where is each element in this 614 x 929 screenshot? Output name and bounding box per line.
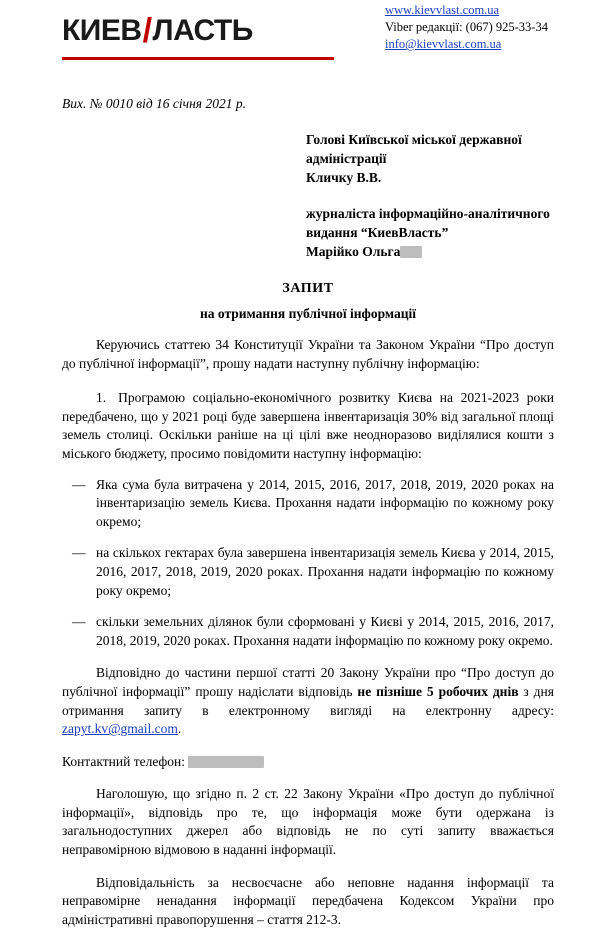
numbered-item-1 xyxy=(62,389,554,463)
paragraph-liability: Відповідальність за несвоєчасне або неповне надання інформації та неправомірне ненадання інформації передбачена Кодексом України про адміністративні правопорушення – стаття 212-3. xyxy=(62,874,554,927)
logo-text-part1: КИЕВ xyxy=(62,14,142,47)
author-line-1: журналіста інформаційно-аналітичного видання “КиевВласть” xyxy=(306,206,550,240)
contact-phone-label: Контактний телефон: xyxy=(62,753,189,769)
logo-underline-rule xyxy=(62,57,334,60)
list-item-text: Яка сума була витрачена у 2014, 2015, 2016, 2017, 2018, 2019, 2020 роках на інвентаризацію земель Києва. Прохання надати інформацію по кожному року окремо; xyxy=(96,476,554,529)
header-contacts xyxy=(385,2,548,53)
list-item xyxy=(62,544,554,600)
paragraph-contact-phone xyxy=(62,753,554,772)
site-url-link[interactable]: www.kievvlast.com.ua xyxy=(385,3,500,17)
list-item-text: скільки земельних ділянок були сформовані у Києві у 2014, 2015, 2016, 2017, 2018, 2019, 2020 роках. Прохання надати інформацію по кожному року окремо. xyxy=(96,614,554,648)
item-text: Програмою соціально-економічного розвитку Києва на 2021-2023 роки передбачено, що у 2021 році буде завершена інвентаризація 30% від загальної площі земель столиці. Оскільки раніше на ці цілі вже неодноразово виділялися кошти з міського бюджету, просимо повідомити наступну інформацію: xyxy=(62,390,554,461)
author-name: Марійко Ольга xyxy=(306,244,401,259)
deadline-bold: не пізніше 5 робочих днів xyxy=(357,683,519,699)
item-number: 1. xyxy=(96,390,107,406)
deadline-text-a: Відповідно до частини першої статті 20 Закону України про “Про доступ до публічної інформації” прошу надіслати відповідь xyxy=(62,665,554,699)
addressee-line-2: Кличку В.В. xyxy=(306,170,382,185)
request-bullet-list xyxy=(62,476,554,651)
author-line-2 xyxy=(306,242,556,261)
list-item-text: на скількох гектарах була завершена інвентаризація земель Києва у 2014, 2015, 2016, 2017, 2018, 2019, 2020 роках. Прохання надати інформацію по кожному року окремо; xyxy=(96,545,554,598)
document-body xyxy=(62,96,554,929)
paragraph-notice: Наголошую, що згідно п. 2 ст. 22 Закону України «Про доступ до публічної інформації», відповідь про те, що інформація може бути одержана із загальнодоступних джерел або відповідь не по суті запиту вважається неправомірною відмовою в наданні інформації. xyxy=(62,786,554,858)
document-header xyxy=(0,0,614,62)
deadline-text-end: . xyxy=(177,721,182,737)
logo-slash: / xyxy=(142,12,152,50)
reply-email-link[interactable]: zapyt.kv@gmail.com xyxy=(62,721,178,737)
site-logo xyxy=(62,10,253,49)
dash-marker: — xyxy=(72,545,86,561)
email-link[interactable]: info@kievvlast.com.ua xyxy=(385,37,502,51)
viber-contact-text: Viber редакції: (067) 925-33-34 xyxy=(385,20,548,34)
paragraph-deadline xyxy=(62,664,554,738)
addressee-line-1: Голові Київської міської державної адміністрації xyxy=(306,132,522,166)
list-item xyxy=(62,476,554,532)
list-item xyxy=(62,613,554,650)
redacted-phone-number xyxy=(188,756,264,768)
document-title: ЗАПИТ xyxy=(282,281,334,296)
redacted-author-suffix xyxy=(400,246,422,258)
dash-marker: — xyxy=(72,614,86,630)
deadline-text-b: з дня отримання запиту в електронному вигляді на електронну адресу: xyxy=(62,683,554,718)
logo-text-part2: ЛАСТЬ xyxy=(152,14,253,47)
document-subtitle: на отримання публічної інформації xyxy=(199,306,417,321)
outgoing-number: Вих. № 0010 від 16 січня 2021 р. xyxy=(62,96,246,111)
addressee-block xyxy=(306,130,556,261)
dash-marker: — xyxy=(72,476,86,492)
paragraph-intro: Керуючись статтею 34 Конституції України та Законом України “Про доступ до публічної інформації”, прошу надати наступну публічну інформацію: xyxy=(62,337,554,371)
